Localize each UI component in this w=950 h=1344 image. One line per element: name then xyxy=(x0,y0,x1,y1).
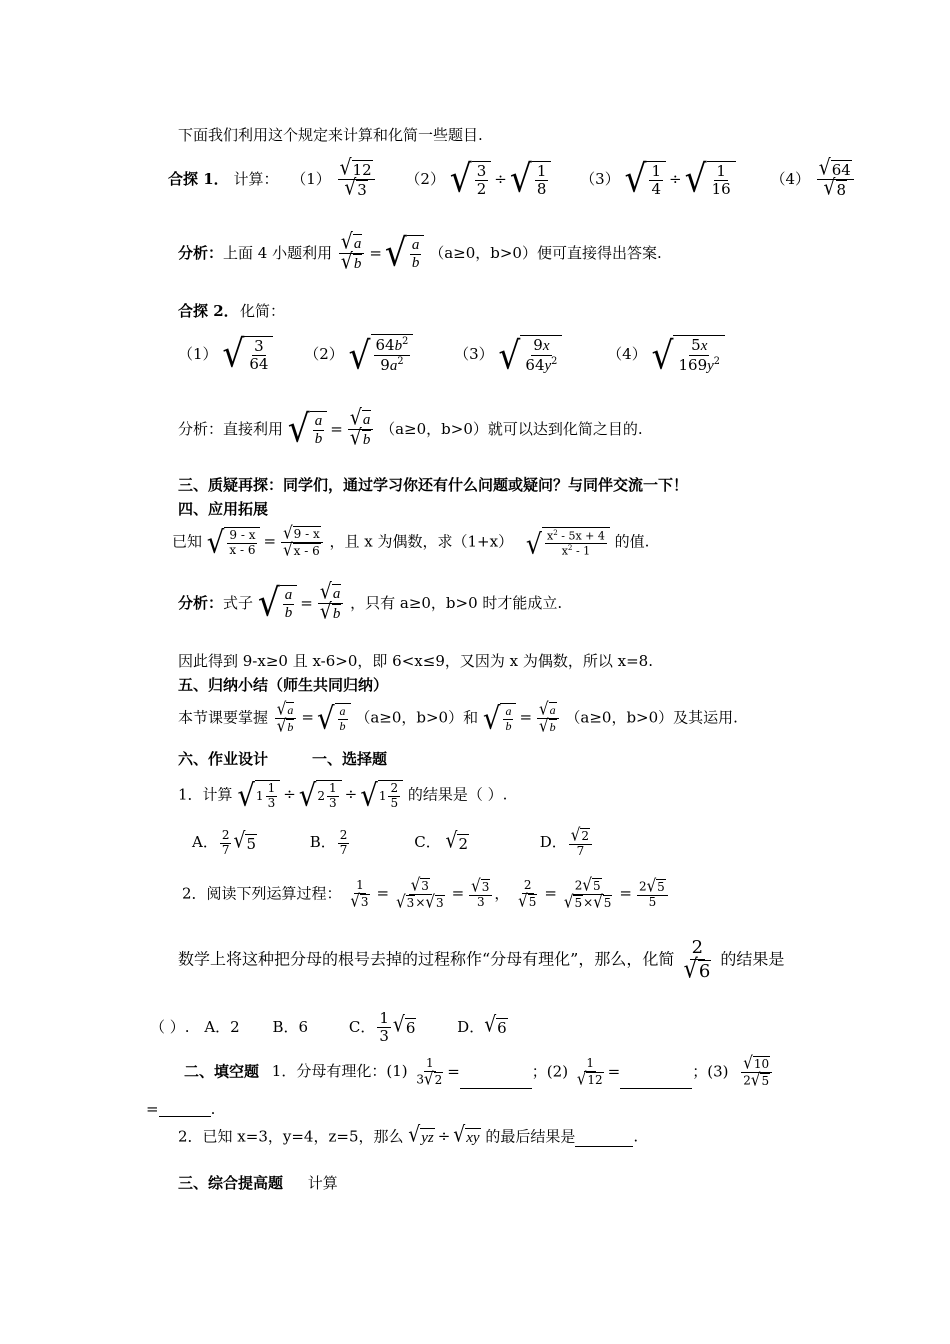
formula: √ $\frac{1}{8}$ xyxy=(510,161,552,199)
formula: √ $\frac{3}{64}$ xyxy=(222,336,273,374)
exercise-2-prompt: 化简： xyxy=(240,302,286,320)
formula: √ 3 3 xyxy=(469,879,492,910)
fill-heading: 二、填空题 xyxy=(184,1062,260,1081)
formula: √ $\frac{a}{b}$ xyxy=(288,411,327,449)
problem-text: 的值. xyxy=(614,532,650,551)
option-label: D． xyxy=(457,1017,485,1036)
formula: √ $\frac{1}{4}$ xyxy=(624,161,666,199)
comprehensive-heading: 三、综合提高题 xyxy=(178,1174,284,1192)
application-problem: 已知 √ $\frac{9 - x}{x - 6}$ = √ 9 - x √ x - 6 ，且 x 为偶数，求（1+x） √ $\frac{x^2 - 5x + 4}{x^2 - 1}$ 的值. xyxy=(172,522,650,561)
summary-text: 本节课要掌握 xyxy=(178,708,269,727)
option-d[interactable]: D． √ 6 xyxy=(457,1013,507,1038)
question-text: 数学上将这种把分母的根号去掉的过程称作“分母有理化”，那么，化简 xyxy=(178,949,675,969)
formula: √ $\frac{64b^2}{9a^2}$ xyxy=(349,334,414,376)
formula: 1 √ 3 xyxy=(350,878,369,911)
analysis-text: 式子 xyxy=(223,593,254,612)
formula: √ 64 √ 8 xyxy=(817,160,854,200)
problem-text: 已知 xyxy=(172,532,203,551)
formula: √ 10 2 √ 5 xyxy=(741,1056,772,1089)
item-number: （2） xyxy=(304,344,344,363)
comprehensive-text: 计算 xyxy=(307,1174,338,1192)
fill-question-1-end: = . xyxy=(146,1100,216,1118)
fill-question-1: 二、填空题 1．分母有理化：(1) 1 3 √ 2 = ；(2) 1 √ 12 = ；(3) √ 10 2 √ 5 xyxy=(184,1056,774,1089)
formula: √ $\frac{9x}{64y^2}$ xyxy=(498,335,562,376)
formula: 2 √ 6 xyxy=(683,937,711,985)
formula: √ $\frac{3}{2}$ xyxy=(450,161,492,199)
question-2-options xyxy=(150,1010,508,1046)
option-b[interactable]: B．6 xyxy=(272,1017,309,1036)
analysis-text: 上面 4 小题利用 xyxy=(223,243,333,262)
formula: √ $\frac{a}{b}$ xyxy=(258,585,297,623)
exercise-1-prompt: 计算： xyxy=(233,169,279,188)
analysis-label: 分析： xyxy=(178,243,224,262)
formula: 1 3 √ 2 xyxy=(416,1056,443,1089)
option-label: A． xyxy=(192,833,218,852)
question-text: 的最后结果是 xyxy=(485,1127,576,1146)
question-2-sentence xyxy=(178,937,785,985)
formula: √ a √ b xyxy=(339,234,364,274)
question-2: 2．阅读下列运算过程： 1 √ 3 = √ 3 √ 3 × √ 3 = √ 3 3 ， 2 √ 5 = 2 √ 5 √ 5 × √ 5 = 2 √ 5 5 xyxy=(182,878,670,911)
answer-blank[interactable] xyxy=(460,1088,532,1089)
formula: 1 √ 12 xyxy=(576,1056,603,1089)
item-number: （3） xyxy=(454,344,494,363)
option-a[interactable]: A．2 xyxy=(204,1017,240,1036)
item-number: （1） xyxy=(178,344,218,363)
answer-blank[interactable] xyxy=(575,1146,633,1147)
question-text: . xyxy=(633,1127,639,1146)
formula: √ 3 √ 3 × √ 3 xyxy=(396,874,444,912)
intro-text: 下面我们利用这个规定来计算和化简一些题目. xyxy=(178,126,483,144)
summary-text: （a≥0，b>0）和 xyxy=(355,708,479,727)
exercise-1-label: 合探 1． xyxy=(168,169,229,188)
exercise-2-label: 合探 2． xyxy=(178,302,239,320)
question-text: 的结果是（ ）. xyxy=(407,785,508,804)
formula: √ 1 $\frac{2}{5}$ xyxy=(360,780,403,811)
formula: 2 √ 5 5 xyxy=(637,879,668,910)
section-3-heading: 三、质疑再探：同学们，通过学习你还有什么问题或疑问？与同伴交流一下！ xyxy=(178,476,689,494)
formula: √ 9 - x √ x - 6 xyxy=(281,526,323,559)
summary: 本节课要掌握 √ a √ b = √ $\frac{a}{b}$ （a≥0，b>0）和 √ $\frac{a}{b}$ = √ a √ b （a≥0，b>0）及其运用. xyxy=(178,698,738,737)
formula: √ a √ b xyxy=(348,410,373,450)
formula: √ 2 $\frac{1}{3}$ xyxy=(299,780,342,811)
item-number: （1） xyxy=(291,169,331,188)
option-label: D． xyxy=(539,833,567,852)
option-b[interactable]: B． $\frac{2}{7}$ xyxy=(309,828,348,857)
formula: √ $\frac{x^2 - 5x + 4}{x^2 - 1}$ xyxy=(526,527,610,559)
answer-paren: （ ）. xyxy=(150,1017,190,1036)
formula: √ yz xyxy=(408,1122,434,1148)
option-c[interactable]: C． √ 2 xyxy=(414,828,468,853)
formula: 2 √ 5 √ 5 × √ 5 xyxy=(563,874,612,912)
option-a[interactable]: A． $\frac{2}{7}$ √ 5 xyxy=(192,828,256,857)
question-text: 1．分母有理化：(1) xyxy=(271,1062,408,1081)
option-label: C． xyxy=(348,1017,376,1036)
question-text: 1．计算 xyxy=(178,785,233,804)
section-4-heading: 四、应用拓展 xyxy=(178,500,269,518)
question-text: 2．已知 x=3，y=4，z=5，那么 xyxy=(178,1127,404,1146)
option-d[interactable]: D． √ 2 7 xyxy=(540,833,594,851)
section-5-heading: 五、归纳小结（师生共同归纳） xyxy=(178,676,389,694)
option-label: C． xyxy=(414,833,441,852)
answer-blank[interactable] xyxy=(620,1088,692,1089)
summary-text: （a≥0，b>0）及其运用. xyxy=(565,708,738,727)
formula: √ $\frac{1}{16}$ xyxy=(685,161,736,199)
analysis-1: 分析：上面 4 小题利用 √ a √ b = √ $\frac{a}{b}$ （a≥0，b>0）便可直接得出答案. xyxy=(178,229,662,276)
question-1: 1．计算 √ 1 $\frac{1}{3}$ ÷ √ 2 $\frac{1}{3}$ ÷ √ 1 $\frac{2}{5}$ 的结果是（ ）. xyxy=(178,776,508,814)
item-number: （2） xyxy=(405,169,445,188)
exercise-1: 合探 1． 计算： （1） √ 12 √ 3 （2） √ $\frac{3}{2}$ ÷ √ $\frac{1}{8}$ （3） √ $\frac{1}{4}$ ÷ √ $\frac{1}{16}$ （4） √ 64 √ 8 xyxy=(168,160,856,200)
formula: √ 12 √ 3 xyxy=(338,160,375,200)
question-text: ；(2) xyxy=(531,1062,569,1081)
analysis-text: 分析：直接利用 xyxy=(178,419,284,438)
option-c[interactable]: C． $\frac{1}{3}$ √ 6 xyxy=(348,1009,416,1046)
section-6-heading: 六、作业设计 xyxy=(178,750,269,768)
formula: √ xy xyxy=(453,1122,480,1148)
formula: √ $\frac{5x}{169y^2}$ xyxy=(652,335,726,376)
analysis-label: 分析： xyxy=(178,593,224,612)
item-number: （3） xyxy=(580,169,620,188)
formula: 2 √ 5 xyxy=(518,878,537,911)
analysis-text: ，只有 a≥0，b>0 时才能成立. xyxy=(350,593,563,612)
question-text: 2．阅读下列运算过程： xyxy=(182,884,342,903)
analysis-3: 分析：式子 √ $\frac{a}{b}$ = √ a √ b ，只有 a≥0，b>0 时才能成立. xyxy=(178,579,563,626)
comprehensive-heading-line xyxy=(178,1176,338,1191)
question-text: 的结果是 xyxy=(720,949,785,969)
formula: √ $\frac{a}{b}$ xyxy=(483,703,517,734)
item-number: （4） xyxy=(770,169,810,188)
formula: √ $\frac{a}{b}$ xyxy=(385,235,424,273)
formula: √ a √ b xyxy=(537,702,559,735)
question-text: ；(3) xyxy=(692,1062,729,1081)
item-number: （4） xyxy=(607,344,647,363)
analysis-text: （a≥0，b>0）就可以达到化简之目的. xyxy=(380,419,643,438)
analysis-text: （a≥0，b>0）便可直接得出答案. xyxy=(429,243,662,262)
fill-question-2: 2．已知 x=3，y=4，z=5，那么 √ yz ÷ √ xy 的最后结果是 . xyxy=(178,1122,639,1148)
problem-text: ，且 x 为偶数，求（1+x） xyxy=(329,532,514,551)
analysis-2: 分析：直接利用 √ $\frac{a}{b}$ = √ a √ b （a≥0，b>0）就可以达到化简之目的. xyxy=(178,405,643,452)
choice-heading: 一、选择题 xyxy=(312,750,388,768)
formula: √ $\frac{9 - x}{x - 6}$ xyxy=(207,527,261,558)
formula: √ a √ b xyxy=(318,584,343,624)
formula: √ $\frac{a}{b}$ xyxy=(317,703,351,734)
exercise-2-items xyxy=(178,332,725,379)
answer-blank[interactable] xyxy=(159,1116,211,1117)
formula: √ a √ b xyxy=(275,702,297,735)
derivation-text: 因此得到 9-x≥0 且 x-6>0，即 6<x≤9，又因为 x 为偶数，所以 x=8. xyxy=(178,652,653,670)
question-1-options xyxy=(192,824,594,859)
option-label: B． xyxy=(309,833,336,852)
formula: √ 1 $\frac{1}{3}$ xyxy=(237,780,280,811)
